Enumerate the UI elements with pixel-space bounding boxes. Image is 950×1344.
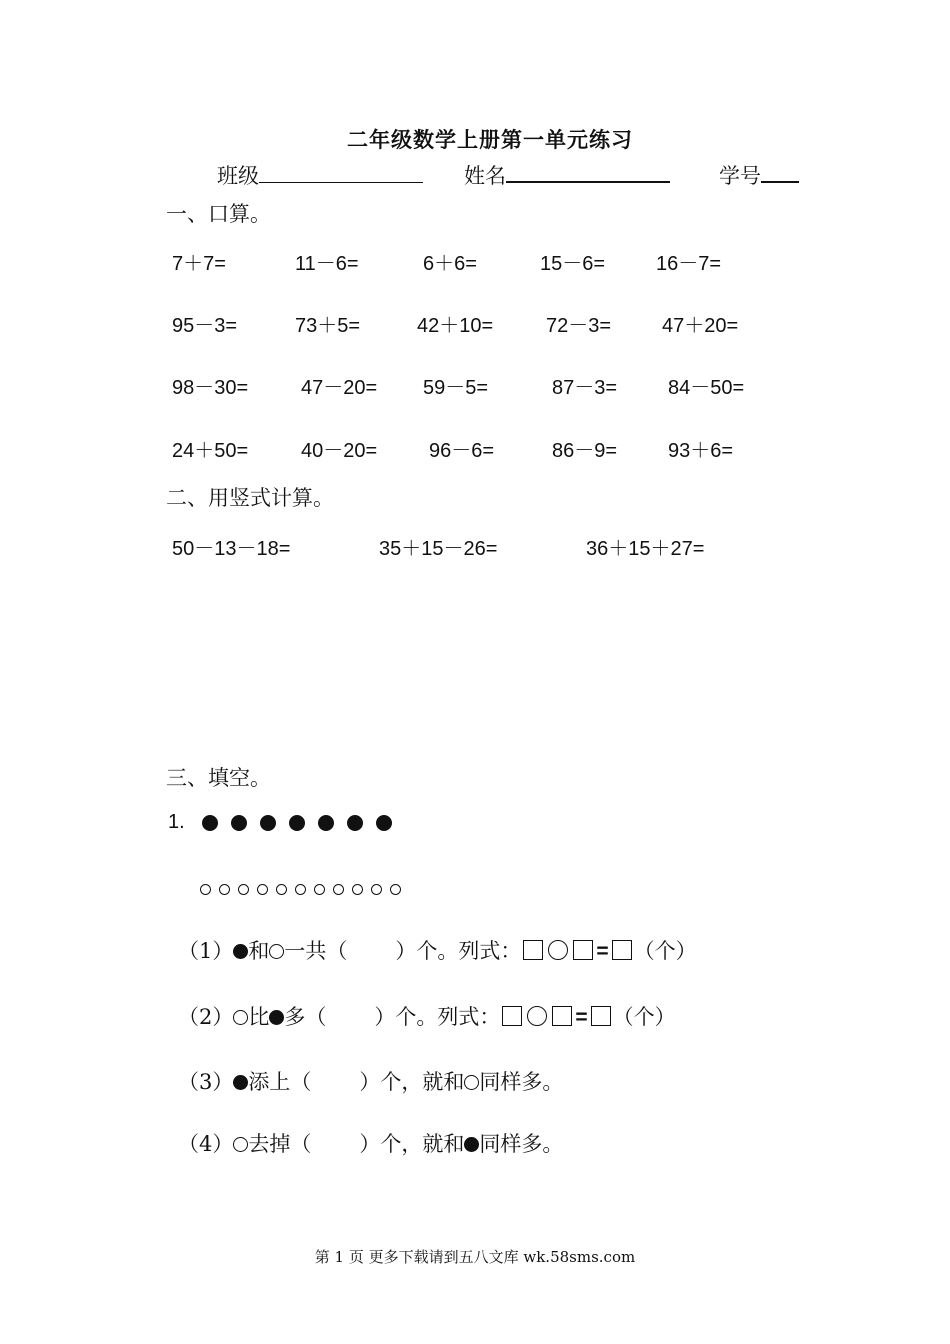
hollow-dot <box>295 884 306 895</box>
hollow-circle-icon <box>233 1137 248 1152</box>
problem: 93＋6= <box>668 440 734 462</box>
problem: 95－3= <box>172 315 238 337</box>
problem: 47－20= <box>301 377 378 399</box>
name-blank[interactable] <box>506 161 670 183</box>
section1-heading: 一、口算。 <box>166 202 271 226</box>
problem: 42＋10= <box>417 315 494 337</box>
name-label: 姓名 <box>464 164 506 188</box>
hollow-circle-icon <box>464 1075 479 1090</box>
subquestion-text: ）个。列式： <box>374 1005 501 1029</box>
student-id-blank[interactable] <box>761 161 799 183</box>
operator-circle[interactable] <box>527 1006 547 1026</box>
subquestion-text: 多（ <box>284 1005 327 1029</box>
hollow-dot <box>238 884 249 895</box>
problem: 98－30= <box>172 377 249 399</box>
subquestion-3 <box>178 1066 563 1096</box>
subquestion-1 <box>178 935 697 965</box>
student-id-field <box>719 160 799 190</box>
vertical-problem: 35＋15－26= <box>379 538 498 560</box>
vertical-problem: 50－13－18= <box>172 538 291 560</box>
section2-heading: 二、用竖式计算。 <box>166 486 334 510</box>
equals-sign: = <box>596 940 609 963</box>
subquestion-4 <box>178 1128 563 1158</box>
filled-dot <box>318 815 334 831</box>
section3-heading: 三、填空。 <box>166 766 271 790</box>
subquestion-text: 同样多。 <box>479 1070 564 1094</box>
answer-box[interactable] <box>612 940 632 960</box>
hollow-dot <box>257 884 268 895</box>
hollow-circle-icon <box>269 944 284 959</box>
problem: 59－5= <box>423 377 489 399</box>
problem: 86－9= <box>552 440 618 462</box>
problem: 47＋20= <box>662 315 739 337</box>
class-label: 班级 <box>217 164 259 188</box>
filled-dot <box>376 815 392 831</box>
vertical-problem: 36＋15＋27= <box>586 538 705 560</box>
answer-box[interactable] <box>552 1006 572 1026</box>
question-1 <box>168 811 405 834</box>
subquestion-number: （2） <box>178 1005 234 1029</box>
problem: 6＋6= <box>423 253 477 275</box>
operator-circle[interactable] <box>548 940 568 960</box>
class-blank[interactable] <box>259 162 423 183</box>
problem: 72－3= <box>546 315 612 337</box>
subquestion-2 <box>178 1001 676 1031</box>
filled-circle-icon <box>464 1137 479 1152</box>
subquestion-number: （4） <box>178 1132 234 1156</box>
problem: 73＋5= <box>295 315 361 337</box>
problem: 7＋7= <box>172 253 226 275</box>
subquestion-text: 一共（ <box>284 939 348 963</box>
hollow-circle-icon <box>233 1010 248 1025</box>
problem: 87－3= <box>552 377 618 399</box>
hollow-dot <box>219 884 230 895</box>
class-field <box>217 160 423 190</box>
hollow-dot <box>200 884 211 895</box>
unit-label: （个） <box>633 939 697 963</box>
name-field <box>464 160 670 190</box>
problem: 11－6= <box>295 253 359 275</box>
subquestion-text: 去掉（ <box>248 1132 312 1156</box>
filled-dot <box>202 815 218 831</box>
unit-label: （个） <box>612 1005 676 1029</box>
filled-dot <box>347 815 363 831</box>
problem: 24＋50= <box>172 440 249 462</box>
equals-sign: = <box>575 1006 588 1029</box>
problem: 96－6= <box>429 440 495 462</box>
filled-circle-icon <box>233 944 248 959</box>
problem: 84－50= <box>668 377 745 399</box>
page-title: 二年级数学上册第一单元练习 <box>347 127 633 152</box>
answer-box[interactable] <box>523 940 543 960</box>
filled-circle-icon <box>269 1010 284 1025</box>
subquestion-number: （3） <box>178 1070 234 1094</box>
hollow-dot <box>276 884 287 895</box>
filled-dot <box>260 815 276 831</box>
hollow-dot <box>314 884 325 895</box>
hollow-dot <box>333 884 344 895</box>
hollow-dot <box>371 884 382 895</box>
filled-dot <box>289 815 305 831</box>
subquestion-text: 和 <box>248 939 270 963</box>
answer-box[interactable] <box>502 1006 522 1026</box>
answer-box[interactable] <box>591 1006 611 1026</box>
problem: 16－7= <box>656 253 722 275</box>
hollow-dot <box>352 884 363 895</box>
hollow-dot <box>390 884 401 895</box>
subquestion-text: 同样多。 <box>479 1132 564 1156</box>
answer-box[interactable] <box>573 940 593 960</box>
student-id-label: 学号 <box>719 164 761 188</box>
filled-dot <box>231 815 247 831</box>
hollow-dots-row <box>200 879 409 898</box>
subquestion-text: ）个。列式： <box>395 939 522 963</box>
filled-dots-row <box>202 811 405 833</box>
filled-circle-icon <box>233 1075 248 1090</box>
subquestion-text: ）个，就和 <box>359 1132 465 1156</box>
problem: 40－20= <box>301 440 378 462</box>
subquestion-text: 比 <box>248 1005 270 1029</box>
page-footer: 第 1 页 更多下载请到五八文库 wk.58sms.com <box>314 1248 636 1266</box>
subquestion-text: ）个，就和 <box>359 1070 465 1094</box>
question-1-number: 1. <box>168 811 185 833</box>
subquestion-text: 添上（ <box>248 1070 312 1094</box>
problem: 15－6= <box>540 253 606 275</box>
subquestion-number: （1） <box>178 939 234 963</box>
